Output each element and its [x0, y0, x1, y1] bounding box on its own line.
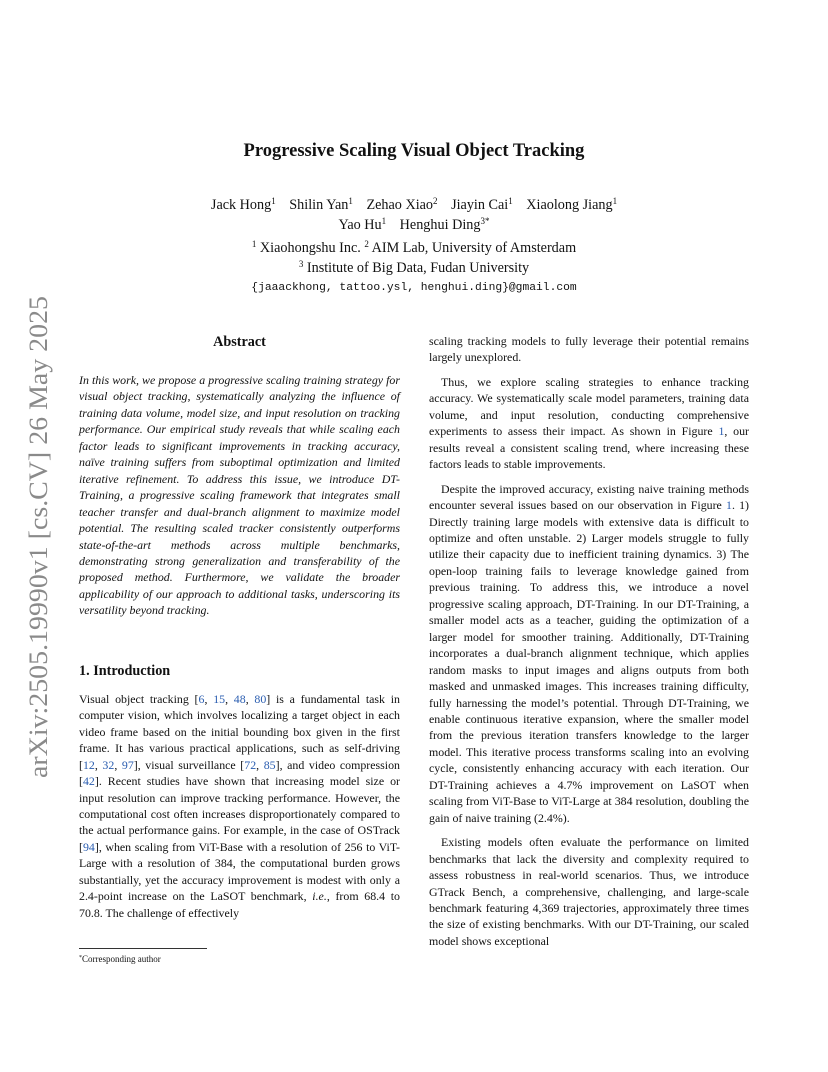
intro-paragraph: Visual object tracking [6, 15, 48, 80] is a fundamental task in computer vision, which involves localizing a target object in each video frame based on the initial bounding box given in the first frame. It has various practical applications, such as self-driving [12, 32, 97], visual surveillance [72, 85], and video compression [42]. Recent studies have shown that increasing model size or input resolution can improve tracking performance. However, the computational cost often increases disproportionately compared to the actual performance gains. For example, in the case of OSTrack [94], when scaling from ViT-Base with a resolution of 256 to ViT-Large with a resolution of 384, the computational burden grows substantially, yet the accuracy improvement is modest with only a 2.4-point increase on the LaSOT benchmark, i.e., from 68.4 to 70.8. The challenge of effectively: [79, 691, 400, 920]
affiliation-line-1: $^1$ Xiaohongshu Inc. $^2$ AIM Lab, University of Amsterdam: [251, 239, 577, 256]
citation-link[interactable]: 15: [213, 691, 226, 706]
figure-link[interactable]: 1: [726, 498, 732, 513]
right-paragraph-continued: scaling tracking models to fully leverage their potential remains largely unexplored.: [429, 334, 749, 365]
citation-link[interactable]: 97: [121, 757, 134, 772]
footnote-divider: [79, 948, 207, 949]
author-line-2: [0, 215, 828, 235]
author: Yao Hu$^1$: [338, 216, 387, 233]
citation-link[interactable]: 48: [233, 691, 246, 706]
author: Zehao Xiao$^2$: [366, 196, 438, 213]
author: Jack Hong$^1$: [210, 196, 276, 213]
author: Shilin Yan$^1$: [289, 196, 353, 213]
figure-link[interactable]: 1: [718, 424, 725, 439]
paper-title: Progressive Scaling Visual Object Tracking: [243, 141, 585, 161]
right-column: [429, 333, 749, 949]
left-column: [79, 333, 400, 921]
section-heading-introduction: 1. Introduction: [79, 662, 171, 679]
citation-link[interactable]: 6: [198, 691, 205, 706]
right-paragraph: Despite the improved accuracy, existing naive training methods encounter several issues based on our observation in Figure 1. 1) Directly training large models with extensive data is difficult to optimize and often unstable. 2) Larger models struggle to fully utilize their capacity due to inefficient training dynamics. 3) The open-loop training fails to leverage knowledge gained from previous training. To address this, we introduce a novel progressive scaling approach, DT-Training. In our DT-Training, a smaller model acts as a teacher, guiding the optimization of a larger model for smoother training. Additionally, DT-Training incorporates a dual-branch alignment technique, which applies random masks to input images and aligns outputs from both masked and unmasked images. This increases training difficulty, fully harnessing the model’s potential. Through DT-Training, we enable continuous iterative expansion, where the smaller model from the previous iteration transfers knowledge to the larger model. This iterative process transforms scaling into an evolving cycle, consistently enhancing accuracy with each iteration. Our DT-Training achieves a 4.7% improvement on LaSOT when scaling from ViT-Base to ViT-Large at 384 resolution, doubling the gain of naive training (2.4%).: [429, 481, 749, 825]
citation-link[interactable]: 42: [82, 774, 95, 789]
author: Jiayin Cai$^1$: [451, 196, 513, 213]
abstract-heading: Abstract: [213, 334, 266, 350]
right-paragraph: Existing models often evaluate the performance on limited benchmarks that lack the diversity and complexity required to assess robustness in real-world scenarios. Thus, we introduce GTrack Bench, a comprehensive, challenging, and large-scale benchmark featuring 4,369 trajectories, approximately three times the size of existing benchmarks. With our DT-Training, our scaled model shows exceptional: [429, 835, 749, 948]
arxiv-stamp: [18, 296, 56, 778]
footnote: [79, 948, 400, 965]
author-emails: {jaaackhong, tattoo.ysl, henghui.ding}@gmail.com: [251, 282, 577, 294]
footnote-text: *Corresponding author: [79, 954, 161, 964]
right-paragraph: Thus, we explore scaling strategies to enhance tracking accuracy. We systematically scale model parameters, training data volume, and input resolution, conducting comprehensive experiments to assess their impact. As shown in Figure 1, our results reveal a consistent scaling trend, where increasing these factors leads to stable improvements.: [429, 374, 750, 472]
citation-link[interactable]: 72: [244, 757, 257, 772]
author-list: [0, 195, 828, 235]
citation-link[interactable]: 12: [82, 757, 95, 772]
citation-link[interactable]: 85: [263, 757, 276, 772]
citation-link[interactable]: 80: [254, 691, 267, 706]
author: Henghui Ding$^{3*}$: [399, 216, 490, 233]
author: Xiaolong Jiang$^1$: [526, 196, 618, 213]
affiliation-line-2: $^3$ Institute of Big Data, Fudan University: [298, 259, 530, 276]
arxiv-stamp-text: arXiv:2505.19990v1 [cs.CV] 26 May 2025: [24, 328, 53, 778]
citation-link[interactable]: 94: [82, 839, 95, 854]
abstract-text: In this work, we propose a progressive scaling training strategy for visual object tracking, systematically analyzing the influence of training data volume, model size, and input resolution on tracking performance. Our empirical study reveals that while scaling each factor leads to significant improvements in tracking accuracy, naïve training suffers from suboptimal optimization and limited iterative refinement. To address this issue, we introduce DT-Training, a progressive scaling framework that integrates small teacher transfer and dual-branch alignment to maximize model potential. The resulting scaled tracker consistently outperforms state-of-the-art methods across multiple benchmarks, demonstrating strong generalization and transferability of the proposed method. Furthermore, we validate the broader applicability of our approach to additional tasks, underscoring its versatility beyond tracking.: [79, 373, 400, 618]
author-line-1: [0, 195, 828, 215]
citation-link[interactable]: 32: [102, 757, 115, 772]
